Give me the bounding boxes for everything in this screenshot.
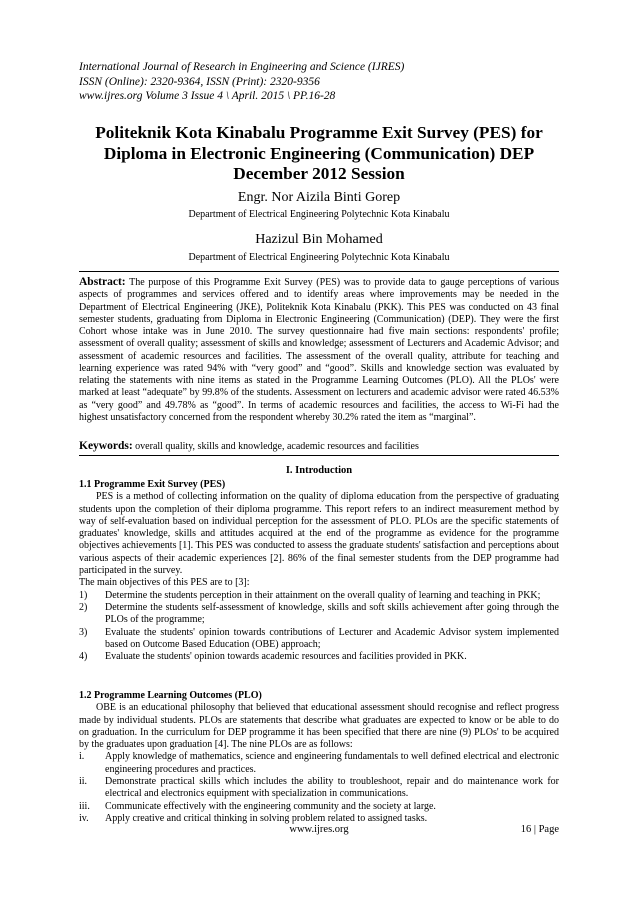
plo-text: Apply knowledge of mathematics, science and engineering fundamentals to well defined electrical and electronic engineering procedures and practices. <box>105 751 559 775</box>
abstract-label: Abstract: <box>79 276 126 288</box>
plo-text: Demonstrate practical skills which includes the ability to troubleshoot, repair and do maintenance work for electrical and electronics equipment with specialization in communications. <box>105 776 559 800</box>
abstract-text: The purpose of this Programme Exit Survey (PES) was to provide data to gauge perceptions of various aspects of programmes and services offered and to identify areas where improvements may be needed in the Department of Electrical Engineering (JKE), Politeknik Kota Kinabalu (PKK). This PES was conducted on 43 final semester students, graduating from Diploma in Electronic Engineering (Communication) (DEP). They were the first Cohort whose intake was in June 2010. The survey questionnaire had five main sections: respondents' profile; assessment of overall quality; assessment of skills and knowledge; assessment of Lecturers and Academic Advisor; and assessment of academic resources and facilities. The assessment of the overall quality, attribute for teaching and learning experience was rated 94% with “very good” and “good”. Skills and knowledge section was evaluated by relating the statements with nine items as stated in the Programme Learning Outcomes (PLO). All the PLOs' were marked at least “adequate” by 99.8% of the students. Assessment on lecturers and academic advisor were rated 46.53% as “very good” and 49.78% as “good”. In terms of academic resources and facilities, the access to Wi-Fi had the highest unsatisfactory concerned from the respondent whereby 30.2% rated the item as “marginal”. <box>79 277 559 423</box>
author-affiliation-1: Department of Electrical Engineering Polytechnic Kota Kinabalu <box>188 209 450 220</box>
objective-text: Determine the students perception in their attainment on the overall quality of learning and teaching in PKK; <box>105 589 541 601</box>
keywords-text: overall quality, skills and knowledge, academic resources and facilities <box>135 441 419 452</box>
plo-marker: i. <box>79 751 85 763</box>
keywords-label: Keywords: <box>79 440 133 452</box>
footer-page-number: 16 | Page <box>520 824 559 835</box>
subsection-heading-pes: 1.1 Programme Exit Survey (PES) <box>79 479 226 490</box>
section-1-2 <box>79 690 559 825</box>
objective-text: Evaluate the students' opinion towards contributions of Lecturer and Academic Advisor system implemented based on Outcome Based Education (OBE) approach; <box>105 626 559 650</box>
plo-list <box>79 751 559 825</box>
objective-marker: 3) <box>79 626 88 638</box>
objectives-intro: The main objectives of this PES are to [3]: <box>79 577 250 589</box>
objective-marker: 1) <box>79 589 88 601</box>
objective-item <box>79 651 559 663</box>
pes-paragraph: PES is a method of collecting information on the quality of diploma education from the perspective of graduating students upon the completion of their diploma programme. This report refers to an indirect measurement method by way of self-evaluation based on individual perception for the assessment of PLO. PLOs are the specific statements of graduates' knowledge, skills and attitudes acquired at the end of the programme as evidence for the programme objectives achievements [1]. This PES was conducted to assess the graduate students' satisfaction and perceptions about various aspects of their academic experiences [2]. 86% of the final semester students from the DEP programme had participated in the survey. <box>79 491 559 577</box>
plo-marker: iii. <box>79 800 90 812</box>
section-heading-introduction: I. Introduction <box>285 465 353 476</box>
journal-volume: www.ijres.org Volume 3 Issue 4 \ April. 2015 \ PP.16-28 <box>79 90 336 102</box>
objective-marker: 4) <box>79 651 88 663</box>
journal-header <box>79 60 579 104</box>
journal-name: International Journal of Research in Engineering and Science (IJRES) <box>79 61 405 73</box>
author-name-1: Engr. Nor Aizila Binti Gorep <box>237 190 401 205</box>
plo-item <box>79 776 559 801</box>
section-1-1 <box>79 479 559 663</box>
plo-item <box>79 751 559 776</box>
paper-title: Politeknik Kota Kinabalu Programme Exit Survey (PES) for Diploma in Electronic Engineering (Communication) DEP December 2012 Session <box>95 123 543 183</box>
objectives-list <box>79 590 559 664</box>
objective-item <box>79 590 559 602</box>
objective-text: Determine the students self-assessment of knowledge, skills and soft skills achievement after going through the PLOs of the programme; <box>105 601 559 626</box>
objective-marker: 2) <box>79 601 88 613</box>
author-name-2: Hazizul Bin Mohamed <box>255 232 383 247</box>
objective-text: Evaluate the students' opinion towards academic resources and facilities provided in PKK. <box>105 651 467 663</box>
abstract-top-rule <box>79 271 559 272</box>
keywords <box>79 440 559 453</box>
abstract <box>79 276 559 424</box>
plo-item <box>79 801 559 813</box>
plo-paragraph: OBE is an educational philosophy that believed that educational assessment should recognise and reflect progress made by individual students. PLOs are statements that describe what graduates are expected to know or be able to do on graduation. In the curriculum for DEP programme it has been specified that there are nine (9) PLOs' to be acquired by the graduates upon graduation [4]. The nine PLOs are as follows: <box>79 702 559 751</box>
objective-item <box>79 627 559 652</box>
footer-site: www.ijres.org <box>289 824 349 835</box>
keywords-bottom-rule <box>79 455 559 456</box>
subsection-heading-plo: 1.2 Programme Learning Outcomes (PLO) <box>79 690 262 701</box>
plo-marker: iv. <box>79 812 89 824</box>
plo-marker: ii. <box>79 776 88 788</box>
journal-issn: ISSN (Online): 2320-9364, ISSN (Print): 2320-9356 <box>79 75 320 88</box>
author-affiliation-2: Department of Electrical Engineering Polytechnic Kota Kinabalu <box>188 252 450 263</box>
objective-item <box>79 602 559 627</box>
plo-text: Communicate effectively with the engineering community and the society at large. <box>105 800 436 812</box>
plo-text: Apply creative and critical thinking in solving problem related to assigned tasks. <box>105 812 428 824</box>
